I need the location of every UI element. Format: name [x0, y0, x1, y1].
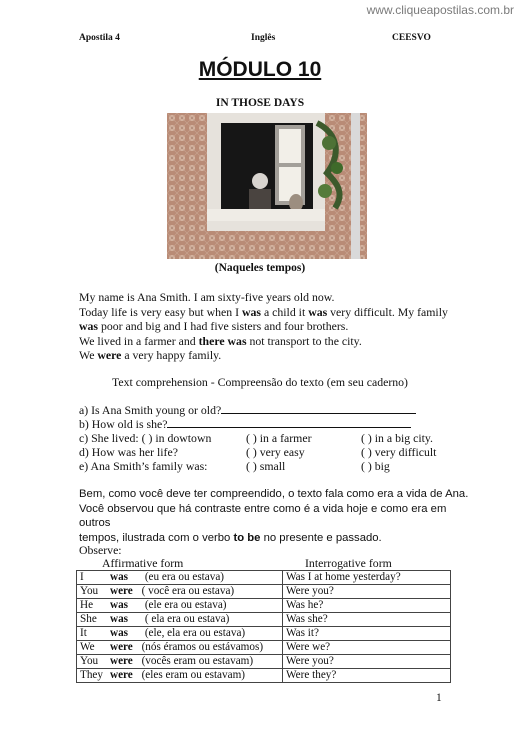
option-d2[interactable]: ( ) very easy [246, 445, 305, 459]
verb: was [110, 613, 129, 625]
table-row [77, 641, 451, 655]
window-photo [167, 113, 367, 259]
table-row [77, 585, 451, 599]
affirmative-header: Affirmative form [102, 556, 184, 570]
interrogative-cell: Were you? [283, 585, 451, 599]
interrogative-cell: Was he? [283, 599, 451, 613]
explanation [79, 487, 469, 545]
explanation-line-1: Bem, como você deve ter compreendido, o texto fala como era a vida de Ana. [79, 488, 469, 500]
question-a: a) Is Ana Smith young or old? [79, 402, 416, 417]
affirmative-cell [77, 585, 283, 599]
pronoun: They [80, 669, 103, 681]
to-be-table [76, 570, 451, 683]
reading-line-5: We were a very happy family. [79, 348, 222, 362]
header-right: CEESVO [392, 33, 431, 43]
page-subtitle: IN THOSE DAYS [215, 97, 305, 109]
verb: were [110, 641, 133, 653]
option-c2[interactable]: ( ) in a farmer [246, 431, 312, 445]
question-c: c) She lived: ( ) in dowtown [79, 431, 212, 445]
site-watermark: www.cliqueapostilas.com.br [366, 3, 514, 17]
pronoun: He [80, 599, 94, 611]
pronoun: You [80, 585, 99, 597]
observe-label: Observe: [79, 543, 122, 557]
interrogative-cell: Were you? [283, 655, 451, 669]
reading-line-2: Today life is very easy but when I was a child it was very difficult. My family [79, 304, 448, 319]
question-e: e) Ana Smith’s family was: [79, 459, 208, 473]
verb: were [110, 585, 133, 597]
affirmative-cell [77, 571, 283, 585]
reading-line-4: We lived in a farmer and there was not transport to the city. [79, 333, 362, 348]
interrogative-cell: Was it? [283, 627, 451, 641]
verb: was [110, 599, 129, 611]
translation: (ele era ou estava) [144, 599, 227, 611]
verb: were [110, 655, 133, 667]
pronoun: We [80, 641, 95, 653]
affirmative-cell [77, 641, 283, 655]
reading-line-3: was poor and big and I had five sisters and four brothers. [79, 319, 349, 333]
explanation-line-2: Você observou que há contraste entre como é a vida hoje e como era em outros [79, 502, 447, 529]
affirmative-cell [77, 613, 283, 627]
header-left: Apostila 4 [79, 33, 120, 43]
pronoun: She [80, 613, 97, 625]
verb: was [110, 627, 129, 639]
interrogative-cell: Were we? [283, 641, 451, 655]
answer-line-b[interactable] [167, 416, 411, 428]
verb: was [110, 571, 129, 583]
option-c3[interactable]: ( ) in a big city. [361, 431, 433, 445]
option-e3[interactable]: ( ) big [361, 459, 390, 473]
option-e2[interactable]: ( ) small [246, 459, 286, 473]
table-row [77, 655, 451, 669]
translation: (eu era ou estava) [144, 571, 225, 583]
question-d: d) How was her life? [79, 445, 178, 459]
translation: (vocês eram ou estavam) [141, 655, 254, 667]
page-title: MÓDULO 10 [198, 58, 322, 81]
affirmative-cell [77, 627, 283, 641]
pronoun: It [80, 627, 87, 639]
comprehension-title: Text comprehension - Compreensão do texto (em seu caderno) [112, 375, 408, 389]
pronoun: I [80, 571, 84, 583]
answer-line-a[interactable] [221, 402, 416, 414]
translation: (eles eram ou estavam) [141, 669, 246, 681]
affirmative-cell [77, 669, 283, 683]
table-row [77, 613, 451, 627]
table-row [77, 669, 451, 683]
affirmative-cell [77, 655, 283, 669]
interrogative-header: Interrogative form [305, 556, 392, 570]
explanation-line-3: tempos, ilustrada com o verbo to be no presente e passado. [79, 531, 382, 544]
page-number: 1 [436, 692, 442, 704]
translation: (nós éramos ou estávamos) [141, 641, 264, 653]
interrogative-cell: Were they? [283, 669, 451, 683]
verb: were [110, 669, 133, 681]
pronoun: You [80, 655, 99, 667]
option-d3[interactable]: ( ) very difficult [361, 445, 437, 459]
translation: ( você era ou estava) [141, 585, 235, 597]
affirmative-cell [77, 599, 283, 613]
question-b: b) How old is she? [79, 416, 411, 431]
translation: (ele, ela era ou estava) [144, 627, 246, 639]
header-center: Inglês [251, 33, 276, 43]
table-row [77, 571, 451, 585]
photo-caption: (Naqueles tempos) [214, 262, 306, 274]
reading-line-1: My name is Ana Smith. I am sixty-five years old now. [79, 290, 335, 304]
table-row [77, 599, 451, 613]
interrogative-cell: Was she? [283, 613, 451, 627]
reading-text [79, 290, 459, 363]
translation: ( ela era ou estava) [144, 613, 230, 625]
interrogative-cell: Was I at home yesterday? [283, 571, 451, 585]
table-row [77, 627, 451, 641]
